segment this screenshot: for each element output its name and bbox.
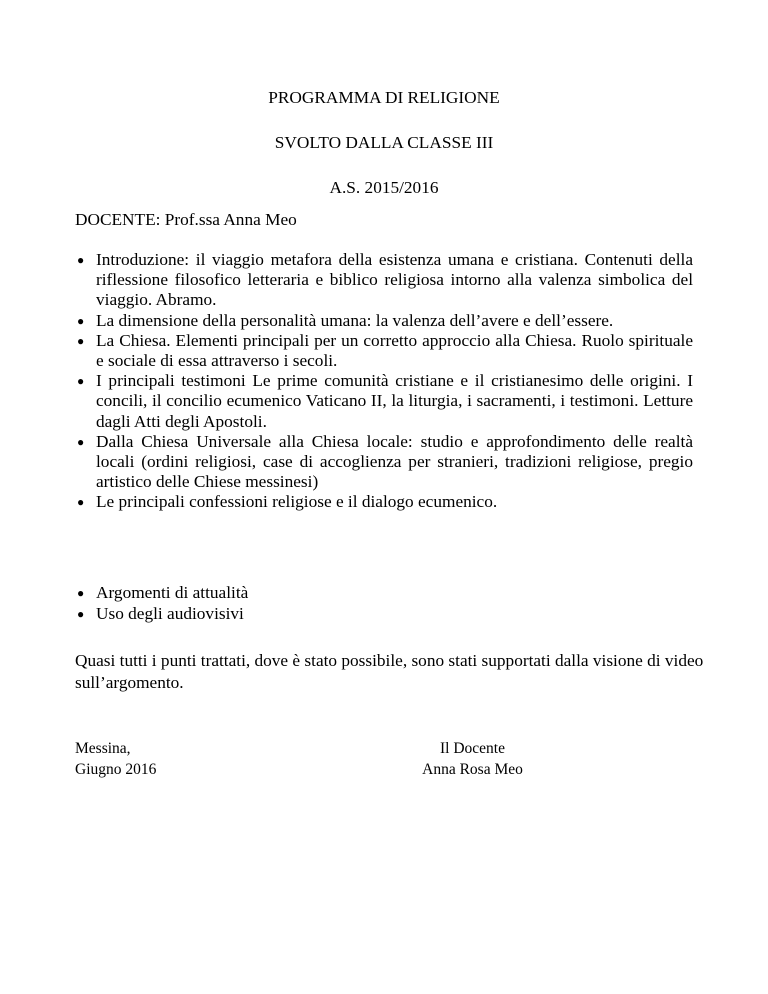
extra-text: Argomenti di attualità bbox=[96, 583, 249, 602]
bullet-icon: ● bbox=[77, 586, 85, 600]
place: Messina, bbox=[75, 740, 131, 757]
document-title: PROGRAMMA DI RELIGIONE bbox=[268, 88, 500, 107]
school-year: A.S. 2015/2016 bbox=[329, 178, 439, 197]
class-line: SVOLTO DALLA CLASSE III bbox=[274, 133, 494, 152]
list-item bbox=[75, 331, 693, 371]
list-item bbox=[75, 583, 693, 604]
list-item bbox=[75, 432, 693, 493]
bullet-icon: ● bbox=[77, 434, 85, 449]
bullet-icon: ● bbox=[77, 313, 85, 328]
signature-name: Anna Rosa Meo bbox=[422, 761, 523, 778]
topic-text: Introduzione: il viaggio metafora della esistenza umana e cristiana. Contenuti della riflessione filosofico letteraria e biblico religiosa intorno alla valenza simbolica del viaggio. Abramo. bbox=[96, 250, 693, 310]
list-item bbox=[75, 604, 693, 625]
signature-block bbox=[390, 738, 555, 780]
topics-list bbox=[75, 250, 693, 513]
topic-text: La dimensione della personalità umana: la valenza dell’avere e dell’essere. bbox=[96, 310, 614, 330]
topic-text: Le principali confessioni religiose e il dialogo ecumenico. bbox=[96, 492, 498, 512]
extra-text: Uso degli audiovisivi bbox=[96, 603, 244, 623]
extras-list bbox=[75, 583, 693, 624]
list-item bbox=[75, 492, 693, 512]
bullet-icon: ● bbox=[77, 606, 85, 621]
bullet-icon: ● bbox=[77, 253, 85, 267]
topic-text: La Chiesa. Elementi principali per un corretto approccio alla Chiesa. Ruolo spirituale e sociale di essa attraverso i secoli. bbox=[96, 330, 693, 371]
list-item bbox=[75, 371, 693, 432]
list-item bbox=[75, 311, 693, 331]
date: Giugno 2016 bbox=[75, 761, 157, 778]
place-date-block bbox=[75, 738, 156, 780]
bullet-icon: ● bbox=[77, 374, 85, 389]
list-item bbox=[75, 250, 693, 311]
teacher-line: DOCENTE: Prof.ssa Anna Meo bbox=[75, 210, 297, 229]
topic-text: I principali testimoni Le prime comunità cristiane e il cristianesimo delle origini. I concili, il concilio ecumenico Vaticano II, la liturgia, i sacramenti, i testimoni. Letture dagli Atti degli Apostoli. bbox=[96, 371, 693, 431]
topic-text: Dalla Chiesa Universale alla Chiesa locale: studio e approfondimento delle realtà locali (ordini religiosi, case di accoglienza per stranieri, tradizioni religiose, pregio artistico delle Chiese messinesi) bbox=[96, 431, 693, 492]
bullet-icon: ● bbox=[77, 333, 85, 348]
signature-role: Il Docente bbox=[440, 740, 505, 757]
bullet-icon: ● bbox=[77, 495, 85, 510]
closing-note: Quasi tutti i punti trattati, dove è stato possibile, sono stati supportati dalla visione di video sull’argomento. bbox=[75, 651, 704, 692]
